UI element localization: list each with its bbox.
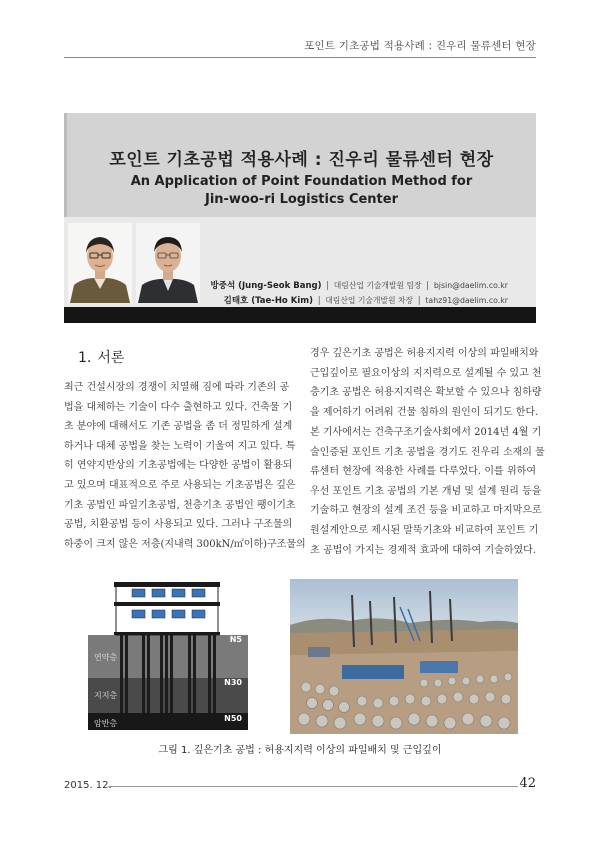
text-line: 술인증된 포인트 기초 공법을 경기도 진우리 소재의 물 bbox=[310, 446, 545, 458]
soil-layer-label-rock: 암반층 bbox=[94, 719, 118, 728]
soil-layer-label-bearing: 지지층 bbox=[94, 691, 118, 700]
text-line: 류센터 현장에 적용한 사례를 다루었다. 이를 위하여 bbox=[310, 466, 536, 478]
paragraph-intro-right-2 bbox=[310, 423, 545, 560]
page-number: 42 bbox=[519, 776, 536, 791]
figure-caption: 그림 1. 깊은기초 공법 : 허용지지력 이상의 파일배치 및 근입깊이 bbox=[158, 745, 442, 756]
section-number: 1. bbox=[78, 350, 92, 366]
author-email: bjsin@daelim.co.kr bbox=[433, 281, 508, 290]
author-affiliation: 대림산업 기술개발원 차장 bbox=[325, 296, 414, 305]
header-rule bbox=[64, 57, 536, 58]
text-line: 법을 대체하는 기술이 다수 출현하고 있다. 건축물 기 bbox=[64, 401, 293, 413]
author-photo-1 bbox=[68, 223, 132, 303]
article-title-english bbox=[67, 173, 536, 209]
text-line: 기술하고 현장의 설계 조건 등을 비교하고 마지막으로 bbox=[310, 505, 542, 517]
title-divider-bar bbox=[64, 307, 536, 323]
soil-layer-label-soft: 연약층 bbox=[94, 653, 118, 662]
n-value-label-2: N30 bbox=[224, 678, 242, 687]
text-line: 경우 깊은기초 공법은 허용지지력 이상의 파일배치와 bbox=[310, 348, 539, 359]
text-line: 초 분야에 대해서도 기존 공법을 좀 더 정밀하게 설계 bbox=[64, 421, 293, 433]
text-line: 최근 건설시장의 경쟁이 치열해 짐에 따라 기존의 공 bbox=[64, 382, 290, 393]
text-line: 근입깊이로 필요이상의 지지력으로 설계될 수 있고 천 bbox=[310, 367, 542, 379]
separator: | bbox=[317, 296, 321, 306]
text-line: 을 제어하기 어려워 건물 침하의 원인이 되기도 한다. bbox=[310, 406, 539, 418]
text-line: 하거나 대체 공법을 찾는 노력이 기울여 지고 있다. 특 bbox=[64, 440, 296, 452]
separator: | bbox=[326, 281, 330, 291]
separator: | bbox=[426, 281, 430, 291]
title-box bbox=[64, 113, 536, 217]
footer-rule bbox=[108, 786, 518, 787]
authors-box bbox=[64, 217, 536, 307]
separator: | bbox=[417, 296, 421, 306]
author-name: 방중석 (Jung-Seok Bang) bbox=[210, 281, 322, 291]
author-email: tahz91@daelim.co.kr bbox=[425, 296, 508, 305]
author-line-2 bbox=[224, 294, 508, 306]
author-name: 김태호 (Tae-Ho Kim) bbox=[223, 296, 313, 306]
paragraph-intro-left bbox=[64, 378, 306, 554]
article-title-english-line1: An Application of Point Foundation Method for bbox=[130, 174, 473, 189]
author-line-1 bbox=[211, 279, 508, 291]
text-line: 우선 포인트 기초 공법의 기본 개념 및 설계 원리 등을 bbox=[310, 485, 542, 497]
text-line: 고 있으며 대표적으로 주로 사용되는 기초공법은 깊은 bbox=[64, 479, 296, 491]
paragraph-intro-right-1 bbox=[310, 344, 542, 422]
text-line: 기초 공법인 파일기초공법, 천층기초 공법인 팽이기초 bbox=[64, 499, 296, 511]
footer-date: 2015. 12. bbox=[64, 780, 112, 791]
text-line: 층기초 공법은 허용지지력은 확보할 수 있으나 침하량 bbox=[310, 387, 542, 399]
n-value-label-3: N50 bbox=[224, 714, 242, 723]
text-line: 공법, 치환공법 등이 사용되고 있다. 그러나 구조물의 bbox=[64, 519, 293, 531]
article-title-english-line2: Jin-woo-ri Logistics Center bbox=[204, 192, 398, 207]
figure-construction-site-photo bbox=[290, 579, 518, 734]
figure-deep-foundation-diagram bbox=[88, 578, 248, 730]
article-title-korean: 포인트 기초공법 적용사례 : 진우리 물류센터 현장 bbox=[109, 150, 494, 170]
author-photo-2 bbox=[136, 223, 200, 303]
section-title: 서론 bbox=[97, 350, 125, 366]
text-line: 히 연약지반상의 기초공법에는 다양한 공법이 활용되 bbox=[64, 460, 293, 472]
running-header-text: 포인트 기초공법 적용사례 : 진우리 물류센터 현장 bbox=[304, 40, 536, 52]
running-header bbox=[0, 0, 600, 60]
author-affiliation: 대림산업 기술개발원 팀장 bbox=[333, 281, 422, 290]
text-line: 하중이 크지 않은 저층(지내력 300kN/㎡이하)구조물의 bbox=[64, 538, 306, 550]
text-line: 원설계안으로 제시된 말뚝기초와 비교하여 포인트 기 bbox=[310, 524, 539, 536]
n-value-label-1: N5 bbox=[229, 635, 242, 644]
text-line: 본 기사에서는 건축구조기술사회에서 2014년 4월 기 bbox=[310, 427, 542, 438]
section-heading bbox=[78, 347, 124, 367]
text-line: 초 공법이 가지는 경제적 효과에 대하여 기술하였다. bbox=[310, 544, 536, 556]
